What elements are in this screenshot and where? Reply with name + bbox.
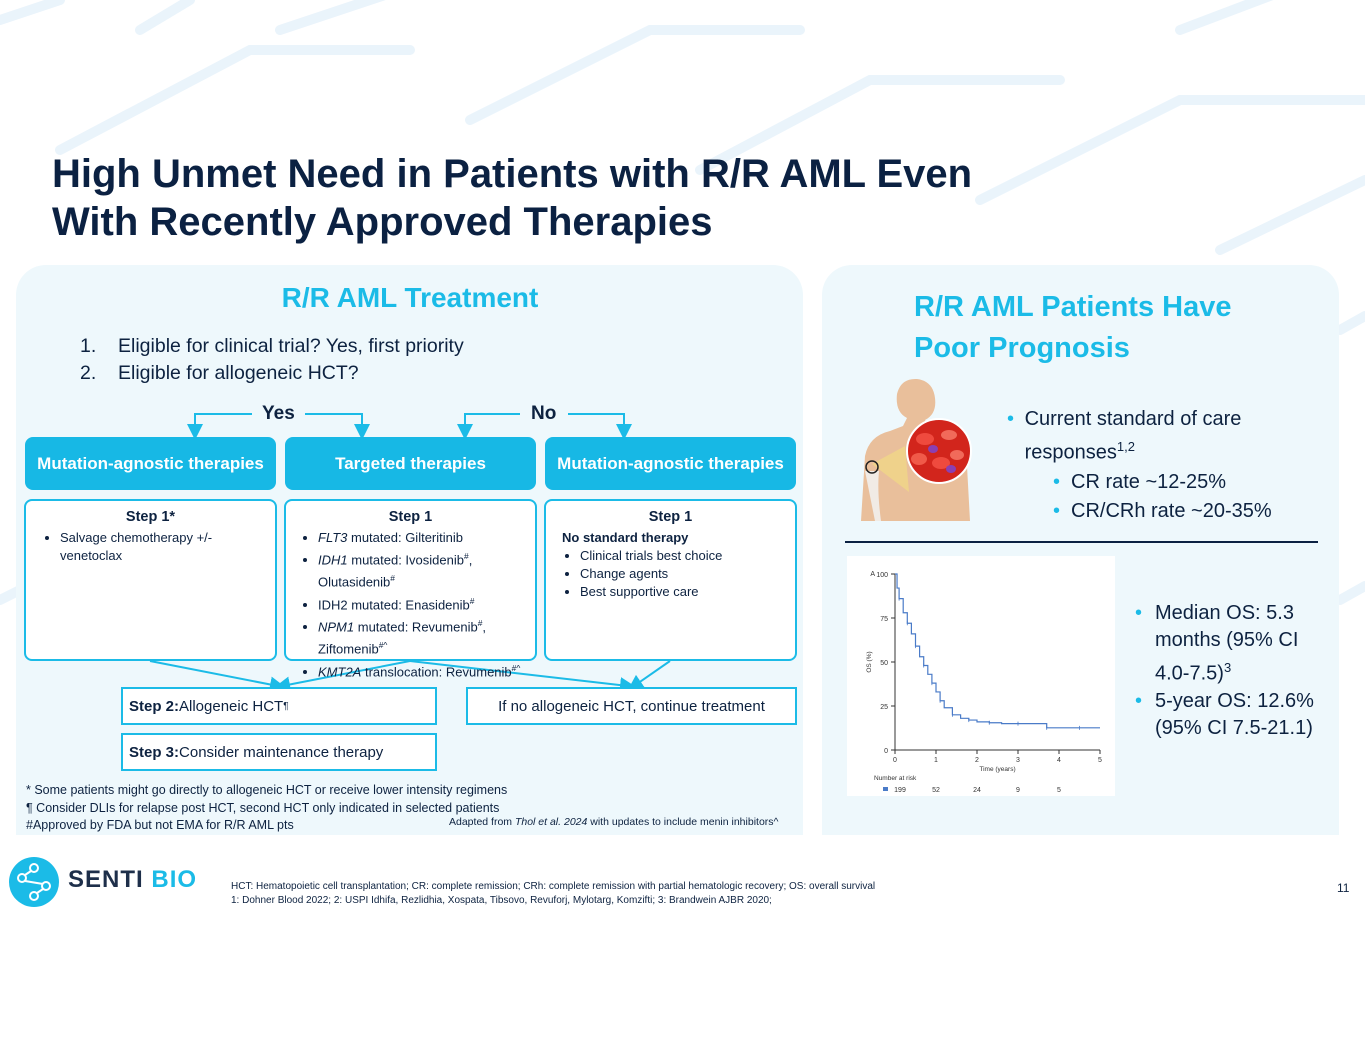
at-risk-count: 9 <box>1016 787 1020 794</box>
list-item: • FLT3 mutated: Gilteritinib <box>318 529 529 547</box>
survival-chart <box>847 556 1115 796</box>
blood-cells-icon <box>905 417 973 485</box>
at-risk-count: 52 <box>932 787 940 794</box>
list-item: • Best supportive care <box>580 583 789 601</box>
crcrh-rate-bullet: • CR/CRh rate ~20-35% <box>1053 499 1272 522</box>
os-bullets <box>1135 600 1330 742</box>
y-tick-label: 75 <box>880 616 888 623</box>
footnotes: * Some patients might go directly to allogeneic HCT or receive lower intensity regimens ¶ Consider DLIs for relapse post HCT, second HCT only indicated in selected patients #Approved by FDA but not EMA for R/R AML pts <box>26 783 508 832</box>
branch-yes: Yes <box>262 403 295 424</box>
treatment-heading: R/R AML Treatment <box>281 282 539 313</box>
x-tick-label: 5 <box>1098 757 1102 764</box>
km-plot <box>847 556 1115 796</box>
question-1: 1. Eligible for clinical trial? Yes, first priority <box>80 335 464 357</box>
x-tick-label: 0 <box>893 757 897 764</box>
adapted-note: Adapted from Thol et al. 2024 with updates to include menin inhibitors^ <box>449 816 779 828</box>
step2-box: Step 2: Allogeneic HCT ¶ <box>121 687 437 725</box>
soc-responses-bullet: • Current standard of care responses$^{1,2}$ • CR rate ~12-25% • CR/CRh rate ~20-35% <box>1007 406 1317 525</box>
survival-curve <box>895 574 1100 728</box>
no-hct-box: If no allogeneic HCT, continue treatment <box>466 687 797 725</box>
no-standard-subhead: No standard therapy <box>562 530 689 545</box>
y-tick-label: 25 <box>880 704 888 711</box>
at-risk-count: 199 <box>894 787 906 794</box>
x-tick-label: 3 <box>1016 757 1020 764</box>
header-targeted: Targeted therapies <box>285 437 536 490</box>
page-title: High Unmet Need in Patients with R/R AML Even With Recently Approved Therapies <box>52 152 973 244</box>
header-mutation-agnostic-2: Mutation-agnostic therapies <box>545 437 796 490</box>
divider <box>845 541 1318 543</box>
cr-rate-bullet: • CR rate ~12-25% <box>1053 470 1227 493</box>
x-tick-label: 1 <box>934 757 938 764</box>
step3-box: Step 3: Consider maintenance therapy <box>121 733 437 771</box>
header-mutation-agnostic-1: Mutation-agnostic therapies <box>25 437 276 490</box>
page-number: 11 <box>1337 881 1350 895</box>
list-item: • Salvage chemotherapy +/- venetoclax <box>60 529 269 565</box>
panel-label: A <box>870 571 875 578</box>
y-axis-label: OS (%) <box>866 651 873 673</box>
median-os-bullet: • Median OS: 5.3 months (95% CI 4.0-7.5)$^3$ <box>1135 602 1299 685</box>
five-year-os-bullet: • 5-year OS: 12.6% (95% CI 7.5-21.1) <box>1135 689 1314 739</box>
step1-box-targeted: Step 1 • FLT3 mutated: Gilteritinib • IDH1 mutated: Ivosidenib#, Olutasidenib# • IDH2 mutated: Enasidenib# • NPM1 mutated: Revumenib#, Ziftomenib#^ • KMT2A translocation: Revumenib#^ <box>284 499 537 661</box>
y-tick-label: 100 <box>876 572 888 579</box>
list-item: • KMT2A translocation: Revumenib#^ <box>318 659 529 681</box>
list-item: • Change agents <box>580 565 789 583</box>
list-item: • IDH2 mutated: Enasidenib# <box>318 592 529 614</box>
senti-bio-logo-icon <box>8 856 60 908</box>
y-tick-label: 0 <box>884 748 888 755</box>
step1-box-no-standard: Step 1 No standard therapy • Clinical trials best choice • Change agents • Best supportive care <box>544 499 797 661</box>
x-axis-label: Time (years) <box>979 766 1016 773</box>
step1-box-salvage: Step 1* • Salvage chemotherapy +/- venetoclax <box>24 499 277 661</box>
footer-references: HCT: Hematopoietic cell transplantation; CR: complete remission; CRh: complete remission with partial hematologic recovery; OS: overall survival 1: Dohner Blood 2022; 2: USPI Idhifa, Rezlidhia, Xospata, Tibsovo, Revuforj, Mylotarg, Komzifti; 3: Brandwein AJBR 2020; <box>231 881 876 906</box>
y-tick-label: 50 <box>880 660 888 667</box>
prognosis-heading: R/R AML Patients Have Poor Prognosis <box>914 291 1232 364</box>
risk-legend-swatch <box>883 787 888 791</box>
x-tick-label: 2 <box>975 757 979 764</box>
list-item: • NPM1 mutated: Revumenib#, Ziftomenib#^ <box>318 614 529 659</box>
at-risk-count: 5 <box>1057 787 1061 794</box>
list-item: • Clinical trials best choice <box>580 547 789 565</box>
question-2: 2. Eligible for allogeneic HCT? <box>80 362 359 384</box>
senti-bio-wordmark: SENTI BIO <box>68 866 198 893</box>
branch-no: No <box>531 403 557 424</box>
x-tick-label: 4 <box>1057 757 1061 764</box>
at-risk-count: 24 <box>973 787 981 794</box>
list-item: • IDH1 mutated: Ivosidenib#, Olutasidenib# <box>318 547 529 592</box>
risk-table-label: Number at risk <box>874 775 917 782</box>
